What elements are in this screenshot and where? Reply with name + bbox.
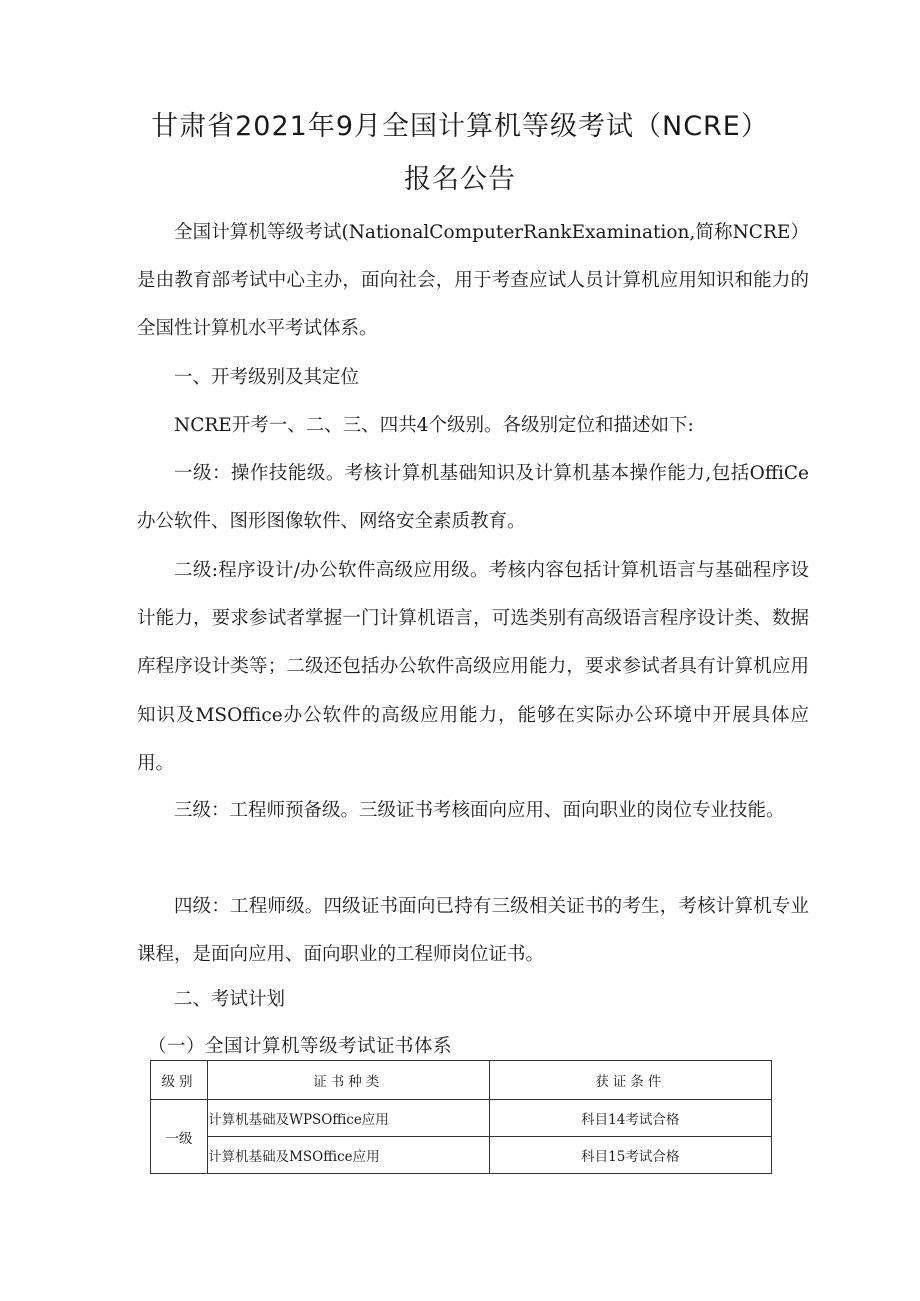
cert-type-cell: 计算机基础及MSOffice应用 (208, 1137, 489, 1174)
header-cert-type: 证书种类 (208, 1061, 489, 1100)
level2-paragraph: 二级:程序设计/办公软件高级应用级。考核内容包括计算机语言与基础程序设计能力，要求参试者掌握一门计算机语言，可选类别有高级语言程序设计类、数据库程序设计类等；二级还包括办公软件高级应用能力，要求参试者具有计算机应用知识及MSOffice办公软件的高级应用能力，能够在实际办公环境中开展具体应用。 (137, 560, 809, 774)
table-header-row (151, 1061, 772, 1100)
certificate-table (150, 1060, 772, 1174)
level4-paragraph: 四级：工程师级。四级证书面向已持有三级相关证书的考生，考核计算机专业课程，是面向应用、面向职业的工程师岗位证书。 (137, 896, 809, 966)
header-level: 级别 (151, 1061, 208, 1100)
level1-paragraph: 一级：操作技能级。考核计算机基础知识及计算机基本操作能力,包括OffiCe办公软件、图形图像软件、网络安全素质教育。 (137, 463, 809, 533)
condition-cell: 科目14考试合格 (489, 1100, 771, 1137)
table-caption: （一）全国计算机等级考试证书体系 (148, 1036, 453, 1057)
section-heading-levels: 一、开考级别及其定位 (174, 367, 360, 388)
header-condition: 获证条件 (489, 1061, 771, 1100)
condition-cell: 科目15考试合格 (489, 1137, 771, 1174)
cert-type-cell: 计算机基础及WPSOffice应用 (208, 1100, 489, 1137)
intro-paragraph: 全国计算机等级考试(NationalComputerRankExamination,简称NCRE）是由教育部考试中心主办，面向社会，用于考查应试人员计算机应用知识和能力的全国性计算机水平考试体系。 (137, 222, 809, 340)
table-row (151, 1100, 772, 1137)
level-cell: 一级 (151, 1100, 208, 1174)
section-heading-exam-plan: 二、考试计划 (174, 989, 286, 1010)
table-row (151, 1137, 772, 1174)
level3-paragraph: 三级：工程师预备级。三级证书考核面向应用、面向职业的岗位专业技能。 (174, 800, 785, 821)
document-title-line2: 报名公告 (404, 164, 516, 195)
document-title-line1: 甘肃省2021年9月全国计算机等级考试（NCRE） (151, 111, 769, 142)
levels-intro-paragraph: NCRE开考一、二、三、四共4个级别。各级别定位和描述如下: (174, 415, 694, 436)
